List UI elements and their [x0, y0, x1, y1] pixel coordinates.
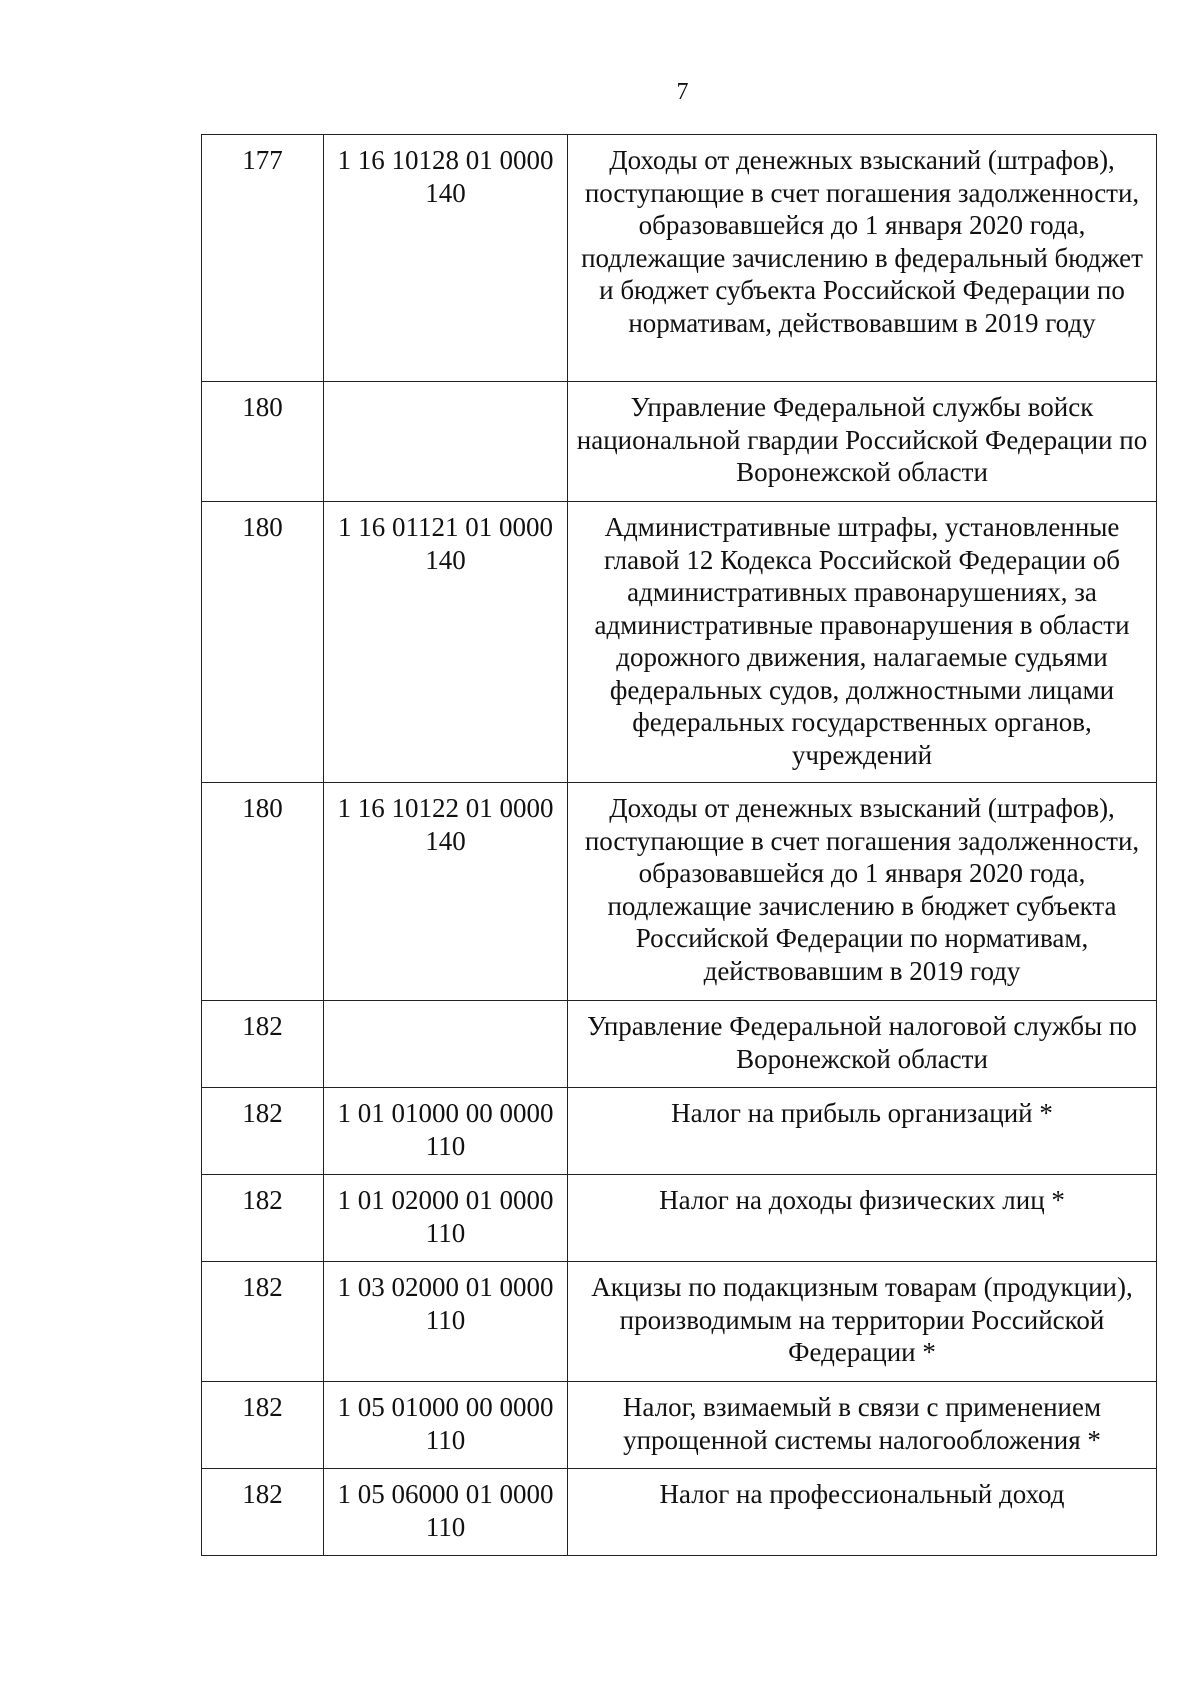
description-cell: Управление Федеральной службы войск национальной гвардии Российской Федерации по Воронежской области	[568, 382, 1157, 502]
description-cell: Акцизы по подакцизным товарам (продукции), производимым на территории Российской Федерации *	[568, 1262, 1157, 1382]
table-row	[202, 1088, 1157, 1175]
table-row	[202, 783, 1157, 1001]
admin-code-cell: 182	[202, 1175, 324, 1262]
description-cell: Налог на профессиональный доход	[568, 1469, 1157, 1556]
admin-code-cell: 177	[202, 135, 324, 382]
budget-code-cell: 1 01 02000 01 0000 110	[324, 1175, 568, 1262]
budget-code-cell: 1 16 01121 01 0000 140	[324, 502, 568, 783]
table-row	[202, 1469, 1157, 1556]
budget-code-cell: 1 05 06000 01 0000 110	[324, 1469, 568, 1556]
admin-code-cell: 180	[202, 783, 324, 1001]
description-cell: Налог на прибыль организаций *	[568, 1088, 1157, 1175]
description-cell: Налог, взимаемый в связи с применением упрощенной системы налогообложения *	[568, 1382, 1157, 1469]
table-row	[202, 382, 1157, 502]
budget-code-cell: 1 03 02000 01 0000 110	[324, 1262, 568, 1382]
admin-code-cell: 180	[202, 502, 324, 783]
budget-code-cell: 1 16 10122 01 0000 140	[324, 783, 568, 1001]
admin-code-cell: 182	[202, 1262, 324, 1382]
description-cell: Административные штрафы, установленные главой 12 Кодекса Российской Федерации об административных правонарушениях, за административные правонарушения в области дорожного движения, налагаемые судьями федеральных судов, должностными лицами федеральных государственных органов, учреждений	[568, 502, 1157, 783]
table-row	[202, 1175, 1157, 1262]
table-row	[202, 1382, 1157, 1469]
admin-code-cell: 182	[202, 1469, 324, 1556]
description-cell: Налог на доходы физических лиц *	[568, 1175, 1157, 1262]
admin-code-cell: 182	[202, 1382, 324, 1469]
budget-code-cell: 1 16 10128 01 0000 140	[324, 135, 568, 382]
table-row	[202, 502, 1157, 783]
budget-code-cell: 1 01 01000 00 0000 110	[324, 1088, 568, 1175]
table-row	[202, 1262, 1157, 1382]
description-cell: Управление Федеральной налоговой службы по Воронежской области	[568, 1001, 1157, 1088]
table-row	[202, 135, 1157, 382]
admin-code-cell: 182	[202, 1088, 324, 1175]
description-cell: Доходы от денежных взысканий (штрафов), поступающие в счет погашения задолженности, образовавшейся до 1 января 2020 года, подлежащие зачислению в бюджет субъекта Российской Федерации по нормативам, действовавшим в 2019 году	[568, 783, 1157, 1001]
budget-code-cell: 1 05 01000 00 0000 110	[324, 1382, 568, 1469]
budget-code-cell	[324, 382, 568, 502]
table-row	[202, 1001, 1157, 1088]
admin-code-cell: 180	[202, 382, 324, 502]
admin-code-cell: 182	[202, 1001, 324, 1088]
page-number: 7	[676, 79, 689, 105]
budget-revenue-table	[201, 134, 1157, 1556]
budget-code-cell	[324, 1001, 568, 1088]
description-cell: Доходы от денежных взысканий (штрафов), поступающие в счет погашения задолженности, образовавшейся до 1 января 2020 года, подлежащие зачислению в федеральный бюджет и бюджет субъекта Российской Федерации по нормативам, действовавшим в 2019 году	[568, 135, 1157, 382]
